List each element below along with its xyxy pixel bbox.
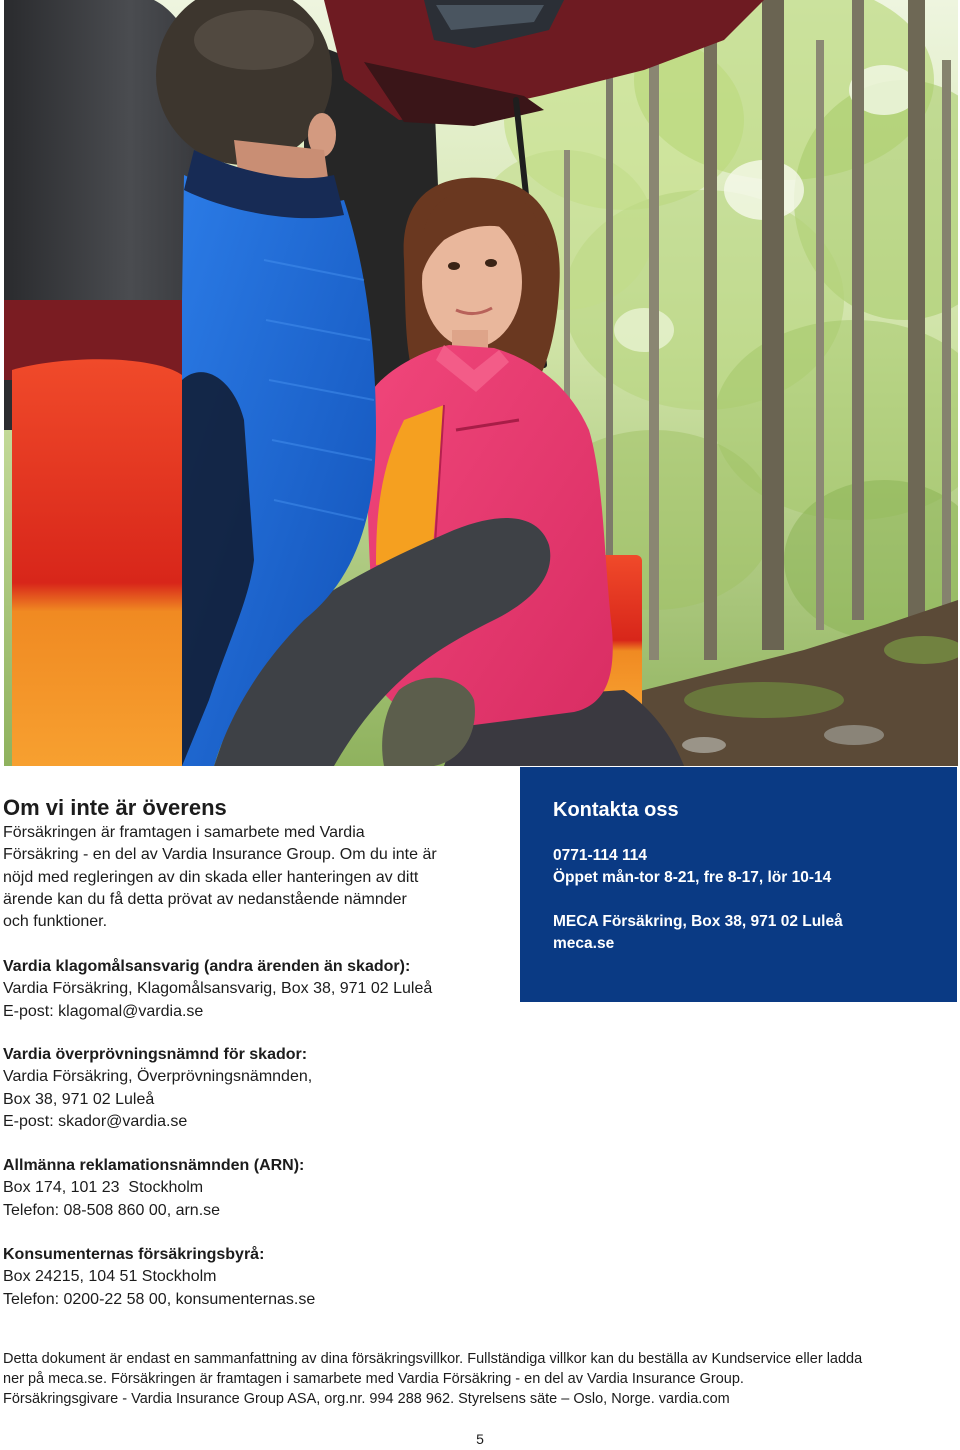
intro-line: Försäkringen är framtagen i samarbete med Vardia bbox=[3, 824, 365, 841]
contact-heading: Vardia överprövningsnämnd för skador: bbox=[3, 1046, 308, 1063]
contact-consumer-bureau bbox=[3, 1244, 315, 1311]
contact-us-website: meca.se bbox=[553, 935, 615, 953]
contact-us-hours: Öppet mån-tor 8-21, fre 8-17, lör 10-14 bbox=[553, 869, 832, 887]
contact-address: Box 174, 101 23 Stockholm bbox=[3, 1179, 204, 1197]
intro-line: Försäkring - en del av Vardia Insurance Group. Om du inte är bbox=[3, 846, 437, 864]
intro-line: nöjd med regleringen av din skada eller hanteringen av ditt bbox=[3, 868, 419, 886]
footer-line: Detta dokument är endast en sammanfattning av dina försäkringsvillkor. Fullständiga villkor kan du beställa av Kundservice eller ladda bbox=[3, 1351, 863, 1367]
contact-vardia-review-board bbox=[3, 1044, 312, 1133]
contact-email: E-post: skador@vardia.se bbox=[3, 1112, 188, 1130]
contact-address: Box 24215, 104 51 Stockholm bbox=[3, 1268, 217, 1286]
contact-email: E-post: klagomal@vardia.se bbox=[3, 1002, 204, 1020]
footer-line: ner på meca.se. Försäkringen är framtagen i samarbete med Vardia Försäkring - en del av Vardia Insurance Group. bbox=[3, 1371, 744, 1387]
contact-heading: Allmänna reklamationsnämnden (ARN): bbox=[3, 1157, 305, 1174]
contact-us-address-block bbox=[553, 911, 843, 956]
footer-disclaimer bbox=[3, 1349, 862, 1409]
contact-us-title: Kontakta oss bbox=[553, 799, 679, 821]
left-tail-light bbox=[12, 359, 184, 766]
contact-us-address: MECA Försäkring, Box 38, 971 02 Luleå bbox=[553, 913, 843, 930]
page-number: 5 bbox=[476, 1431, 484, 1447]
cover-photo bbox=[4, 0, 958, 766]
contact-address: Box 38, 971 02 Luleå bbox=[3, 1090, 155, 1108]
contact-us-box bbox=[520, 767, 957, 1002]
cover-photo-illustration bbox=[4, 0, 958, 766]
intro-line: ärende kan du få detta prövat av nedanstående nämnder bbox=[3, 890, 407, 908]
section-title: Om vi inte är överens bbox=[3, 795, 227, 820]
footer-line: Försäkringsgivare - Vardia Insurance Group ASA, org.nr. 994 288 962. Styrelsens säte – Oslo, Norge. vardia.com bbox=[3, 1391, 730, 1407]
contact-address: Vardia Försäkring, Överprövningsnämnden, bbox=[3, 1068, 313, 1086]
contact-heading: Konsumenternas försäkringsbyrå: bbox=[3, 1246, 265, 1263]
intro-paragraph bbox=[3, 822, 437, 933]
contact-us-phone-block bbox=[553, 845, 831, 890]
contact-address: Vardia Försäkring, Klagomålsansvarig, Box 38, 971 02 Luleå bbox=[3, 980, 433, 998]
contact-phone: Telefon: 0200-22 58 00, konsumenternas.se bbox=[3, 1290, 316, 1308]
contact-phone: Telefon: 08-508 860 00, arn.se bbox=[3, 1201, 221, 1219]
intro-line: och funktioner. bbox=[3, 913, 108, 930]
contact-us-phone: 0771-114 114 bbox=[553, 847, 647, 864]
contact-vardia-complaints bbox=[3, 956, 432, 1023]
contact-heading: Vardia klagomålsansvarig (andra ärenden än skador): bbox=[3, 958, 411, 975]
contact-arn bbox=[3, 1155, 304, 1222]
